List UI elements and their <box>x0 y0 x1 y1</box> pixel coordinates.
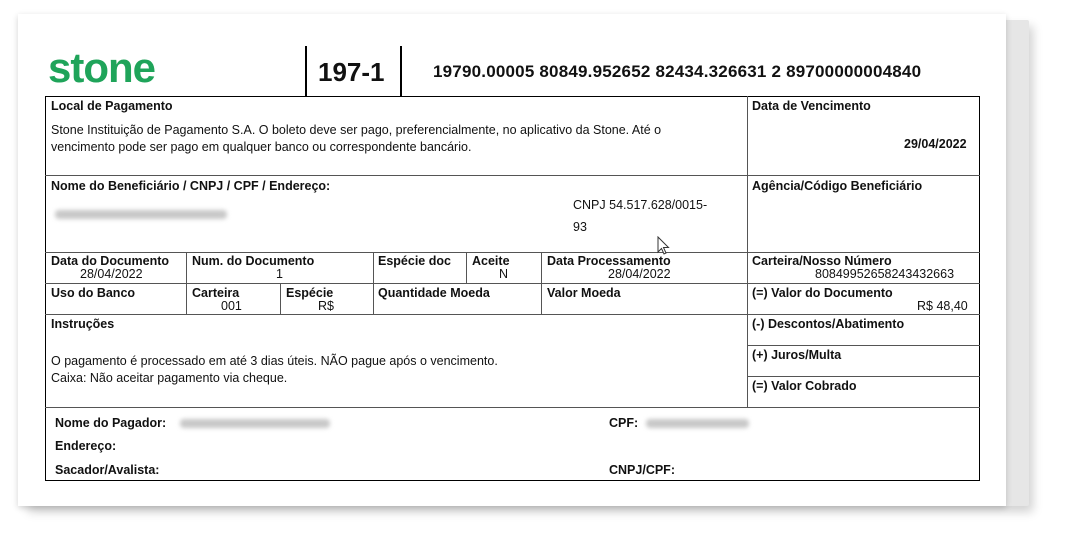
row-divider <box>45 175 980 176</box>
quantidade-moeda-label: Quantidade Moeda <box>378 286 490 300</box>
valor-cobrado-label: (=) Valor Cobrado <box>752 379 857 393</box>
data-documento-label: Data do Documento <box>51 254 170 268</box>
carteira-label: Carteira <box>192 286 240 300</box>
local-pagamento-label: Local de Pagamento <box>51 99 173 113</box>
aceite-label: Aceite <box>472 254 510 268</box>
cell-divider <box>373 252 374 283</box>
vencimento-label: Data de Vencimento <box>752 99 871 113</box>
cell-divider <box>186 283 187 314</box>
row-divider <box>747 345 980 346</box>
carteira-nosso-numero-label: Carteira/Nosso Número <box>752 254 892 268</box>
data-documento-value: 28/04/2022 <box>80 267 143 281</box>
header-divider <box>305 46 307 96</box>
pagador-endereco-label: Endereço: <box>55 439 117 453</box>
vencimento-value: 29/04/2022 <box>904 137 967 151</box>
bank-code: 197-1 <box>318 57 385 87</box>
beneficiario-name-redacted <box>55 210 227 219</box>
carteira-nosso-numero-value: 80849952658243432663 <box>815 267 955 281</box>
especie-value: R$ <box>318 299 334 313</box>
row-divider <box>45 314 980 315</box>
cell-divider <box>280 283 281 314</box>
aceite-value: N <box>499 267 509 281</box>
header-divider <box>400 46 402 96</box>
cell-divider <box>373 283 374 314</box>
descontos-label: (-) Descontos/Abatimento <box>752 317 905 331</box>
instrucoes-line-2: Caixa: Não aceitar pagamento via cheque. <box>51 371 288 385</box>
pagador-cpf-label: CPF: <box>609 416 639 430</box>
cell-divider <box>541 283 542 314</box>
sacador-avalista-label: Sacador/Avalista: <box>55 463 160 477</box>
carteira-value: 001 <box>221 299 242 313</box>
mouse-pointer-icon <box>657 236 671 256</box>
num-documento-label: Num. do Documento <box>192 254 315 268</box>
data-processamento-label: Data Processamento <box>547 254 671 268</box>
instrucoes-label: Instruções <box>51 317 115 331</box>
cell-divider <box>541 252 542 283</box>
juros-label: (+) Juros/Multa <box>752 348 842 362</box>
pagador-cpf-redacted <box>646 419 749 428</box>
valor-documento-label: (=) Valor do Documento <box>752 286 893 300</box>
num-documento-value: 1 <box>276 267 283 281</box>
beneficiario-cnpj-1: CNPJ 54.517.628/0015- <box>573 198 708 212</box>
row-divider <box>45 407 980 408</box>
uso-banco-label: Uso do Banco <box>51 286 136 300</box>
row-divider <box>747 376 980 377</box>
cell-divider <box>186 252 187 283</box>
cell-divider <box>466 252 467 283</box>
especie-doc-label: Espécie doc <box>378 254 451 268</box>
data-processamento-value: 28/04/2022 <box>608 267 671 281</box>
beneficiario-label: Nome do Beneficiário / CNPJ / CPF / Endereço: <box>51 179 331 193</box>
beneficiario-cnpj-2: 93 <box>573 220 587 234</box>
digitable-line: 19790.00005 80849.952652 82434.326631 2 89700000004840 <box>433 62 922 81</box>
valor-documento-value: R$ 48,40 <box>917 299 968 313</box>
instrucoes-line-1: O pagamento é processado em até 3 dias úteis. NÃO pague após o vencimento. <box>51 354 498 368</box>
pagador-nome-redacted <box>180 419 330 428</box>
local-pagamento-text-2: vencimento pode ser pago em qualquer banco ou correspondente bancário. <box>51 140 472 154</box>
especie-label: Espécie <box>286 286 334 300</box>
stone-logo: stone <box>48 44 156 91</box>
valor-moeda-label: Valor Moeda <box>547 286 621 300</box>
cnpj-cpf-label: CNPJ/CPF: <box>609 463 675 477</box>
local-pagamento-text-1: Stone Instituição de Pagamento S.A. O boleto deve ser pago, preferencialmente, no aplicativo da Stone. Até o <box>51 123 662 137</box>
pagador-nome-label: Nome do Pagador: <box>55 416 167 430</box>
agencia-label: Agência/Código Beneficiário <box>752 179 923 193</box>
